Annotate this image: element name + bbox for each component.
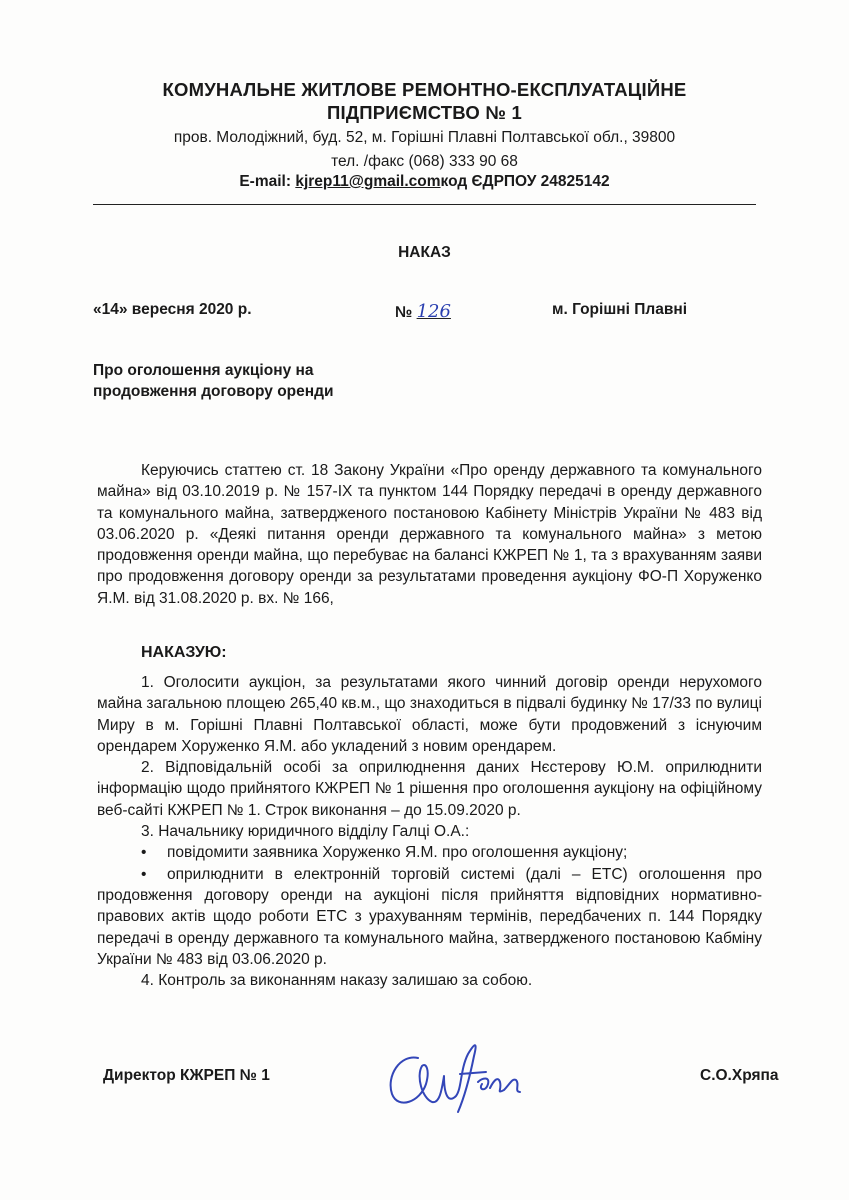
edrpou-code: код ЄДРПОУ 24825142 — [440, 173, 610, 190]
organization-name-line1: КОМУНАЛЬНЕ ЖИТЛОВЕ РЕМОНТНО-ЕКСПЛУАТАЦІЙНЕ — [162, 79, 687, 100]
letterhead — [90, 78, 759, 192]
header-divider — [93, 204, 756, 205]
email-link[interactable]: kjrep11@gmail.com — [295, 173, 441, 190]
contact-line — [90, 172, 759, 192]
order-heading: НАКАЗУЮ: — [141, 644, 227, 661]
order-item-1: 1. Оголосити аукціон, за результатами якого чинний договір оренди нерухомого майна загальною площею 265,40 кв.м., що знаходиться в підвалі будинку № 17/33 по вулиці Миру в м. Горішні Плавні Полтавської області, може бути продовжений з існуючим орендарем Хоруженко Я.М. або укладений з новим орендарем. — [97, 674, 762, 755]
order-number: 126 — [416, 301, 451, 322]
order-item-3-bullet-2 — [97, 864, 762, 970]
email-label: E-mail: — [239, 173, 296, 190]
order-item-4: 4. Контроль за виконанням наказу залишаю за собою. — [141, 972, 533, 990]
order-date: «14» вересня 2020 р. — [93, 301, 252, 318]
organization-name-line2: ПІДПРИЄМСТВО № 1 — [326, 102, 522, 123]
order-number-label: № — [395, 304, 417, 321]
order-item-3: 3. Начальнику юридичного відділу Галці О.А.: — [141, 823, 470, 841]
order-number-block — [395, 301, 451, 322]
bullet-text: оприлюднити в електронній торговій системі (далі – ЕТС) оголошення про продовження договору оренди на аукціоні після прийняття відповідних нормативно-правових актів щодо роботи ЕТС з урахуванням термінів, передбачених п. 144 Порядку передачі в оренду державного та комунального майна, затвердженого постановою Кабміну України № 483 від 03.06.2020 р. — [97, 865, 762, 968]
bullet-icon: • — [141, 844, 147, 862]
order-item-2: 2. Відповідальній особі за оприлюднення даних Нєстерову Ю.М. оприлюднити інформацію щодо прийнятого КЖРЕП № 1 рішення про оголошення аукціону на офіційному веб-сайті КЖРЕП № 1. Строк виконання – до 15.09.2020 р. — [97, 759, 762, 819]
order-item-3-bullet-1 — [97, 842, 762, 863]
organization-address: пров. Молодіжний, буд. 52, м. Горішні Плавні Полтавської обл., 39800 — [173, 129, 676, 146]
document-title: НАКАЗ — [398, 244, 451, 261]
bullet-text: повідомити заявника Хоруженко Я.М. про оголошення аукціону; — [167, 844, 628, 862]
signatory-role: Директор КЖРЕП № 1 — [103, 1067, 270, 1084]
handwritten-signature — [382, 1036, 532, 1116]
signatory-name: С.О.Хряпа — [700, 1067, 779, 1084]
preamble-paragraph: Керуючись статтею ст. 18 Закону України «Про оренду державного та комунального майна» від 03.10.2019 р. № 157-IX та пунктом 144 Порядку передачі в оренду державного та комунального майна, затвердженого постановою Кабінету Міністрів України № 483 від 03.06.2020 р. «Деякі питання оренди державного та комунального майна» з метою продовження оренди майна, що перебуває на балансі КЖРЕП № 1, та з врахуванням заяви про продовження договору оренди за результатами проведення аукціону ФО-П Хоруженко Я.М. від 31.08.2020 р. вх. № 166, — [97, 462, 762, 607]
order-subject: Про оголошення аукціону на продовження договору оренди — [93, 362, 334, 400]
order-city: м. Горішні Плавні — [552, 301, 688, 318]
organization-phone: тел. /факс (068) 333 90 68 — [331, 153, 518, 170]
bullet-icon: • — [141, 865, 147, 883]
order-items — [97, 672, 762, 991]
